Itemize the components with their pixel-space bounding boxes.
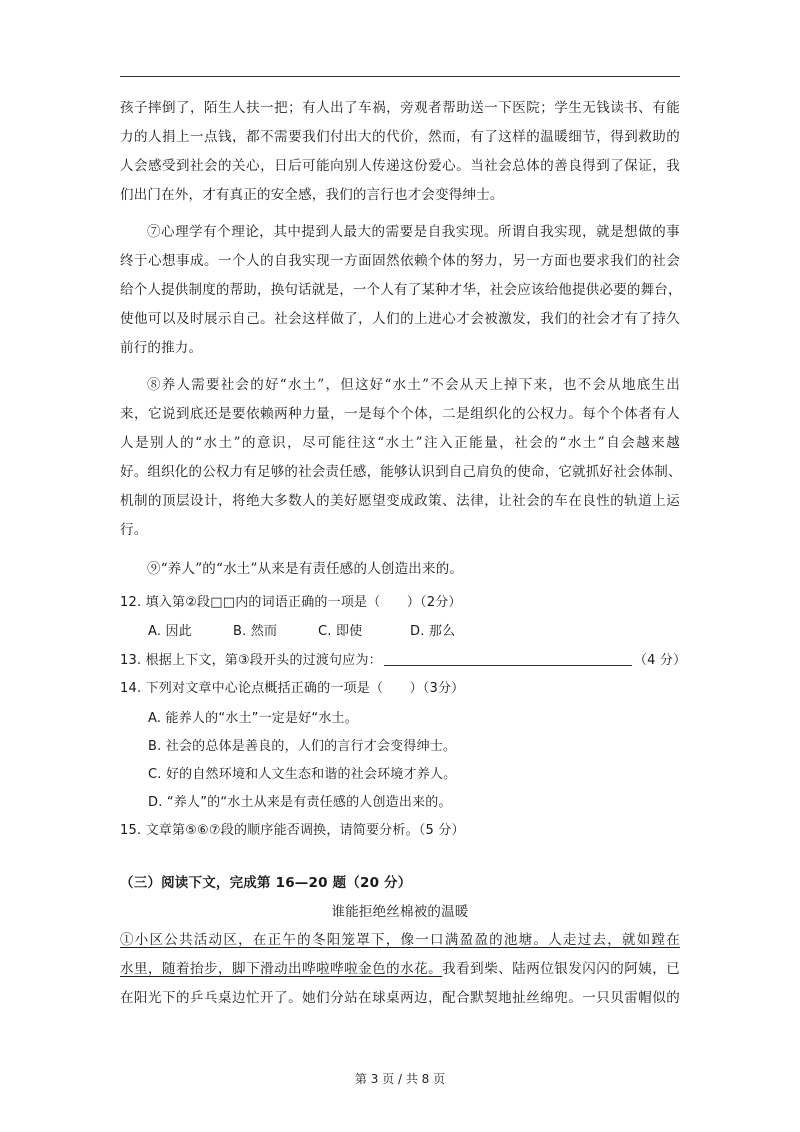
question-12-options	[148, 623, 708, 641]
paragraph-line: 来，它说到底还是要依赖两种力量，一是每个个体，二是组织化的公权力。每个个体者有人	[120, 406, 680, 422]
paragraph-line: 前行的推力。	[120, 340, 203, 356]
paragraph-line	[120, 931, 680, 949]
option-a: A. 因此	[148, 624, 192, 639]
option-a: A. 能养人的“水土”一定是好“水土。	[148, 711, 358, 726]
article-title: 谁能拒绝丝棉被的温暖	[331, 904, 469, 920]
underlined-text: ①小区公共活动区，在正午的冬阳笼罩下，像一口满盈盈的池塘。人走过去，就如蹚在	[120, 932, 680, 948]
underlined-text: 水里，随着抬步，脚下滑动出哗啦哗啦金色的水花。	[120, 961, 443, 977]
question-12: 12. 填入第②段□□内的词语正确的一项是（ ）（2分）	[120, 595, 462, 610]
paragraph-line: 们出门在外，才有真正的安全感，我们的言行也才会变得绅士。	[120, 187, 504, 203]
paragraph-line: ⑨“养人”的“水土”从来是有责任感的人创造出来的。	[147, 561, 464, 577]
paragraph-line: 使他可以及时展示自己。社会这样做了，人们的上进心才会被激发，我们的社会才有了持久	[120, 311, 680, 327]
paragraph-line: 在阳光下的乒乓桌边忙开了。她们分站在球桌两边，配合默契地扯丝绵兜。一只贝雷帽似的	[120, 990, 680, 1006]
page-footer: 第 3 页 / 共 8 页	[354, 1072, 446, 1086]
paragraph-line: 终于心想事成。一个人的自我实现一方面固然依赖个体的努力，另一方面也要求我们的社会	[120, 253, 680, 269]
paragraph-line: 好。组织化的公权力有足够的社会责任感，能够认识到自己肩负的使命，它就抓好社会体制、	[120, 464, 682, 480]
paragraph-line: ⑦心理学有个理论，其中提到人最大的需要是自我实现。所谓自我实现，就是想做的事	[147, 224, 680, 240]
answer-blank[interactable]	[384, 652, 632, 666]
header-rule	[120, 76, 680, 77]
option-d: D. “养人”的“水土从来是有责任感的人创造出来的。	[148, 795, 452, 810]
option-c: C. 即使	[318, 624, 363, 639]
question-14: 14. 下列对文章中心论点概括正确的一项是（ ）（3分）	[120, 681, 465, 696]
option-d: D. 那么	[410, 624, 456, 639]
paragraph-line: 孩子摔倒了，陌生人扶一把；有人出了车祸，旁观者帮助送一下医院；学生无钱读书、有能	[120, 100, 680, 116]
question-13-stem: 13. 根据上下文，第③段开头的过渡句应为：	[120, 653, 382, 668]
paragraph-line: 给个人提供制度的帮助，换句话就是，一个人有了某种才华，社会应该给他提供必要的舞台，	[120, 282, 682, 298]
paragraph-line: 人会感受到社会的关心，日后可能向别人传递这份爱心。当社会总体的善良得到了保证，我	[120, 158, 680, 174]
option-b: B. 然而	[233, 624, 278, 639]
paragraph-line: 行。	[120, 522, 148, 538]
paragraph-text: 我看到柴、陆两位银发闪闪的阿姨，已	[442, 961, 680, 977]
paragraph-line: ⑧养人需要社会的好“水土”，但这好“水土”不会从天上掉下来，也不会从地底生出	[147, 377, 680, 393]
option-b: B. 社会的总体是善良的，人们的言行才会变得绅士。	[148, 739, 457, 754]
section-heading: （三）阅读下文，完成第 16—20 题（20 分）	[120, 875, 412, 891]
paragraph-line: 机制的顶层设计，将绝大多数人的美好愿望变成政策、法律，让社会的车在良性的轨道上运	[120, 493, 680, 509]
paragraph-line: 力的人捐上一点钱，都不需要我们付出大的代价，然而，有了这样的温暖细节，得到救助的	[120, 129, 680, 145]
question-15: 15. 文章第⑤⑥⑦段的顺序能否调换，请简要分析。（5 分）	[120, 823, 465, 838]
question-13	[120, 652, 687, 670]
paragraph-line	[120, 960, 680, 978]
question-13-score: （4 分）	[633, 653, 687, 668]
paragraph-line: 人是别人的“水土”的意识，尽可能往这“水土”注入正能量，社会的“水土”自会越来越	[120, 435, 680, 451]
option-c: C. 好的自然环境和人文生态和谐的社会环境才养人。	[148, 767, 457, 782]
